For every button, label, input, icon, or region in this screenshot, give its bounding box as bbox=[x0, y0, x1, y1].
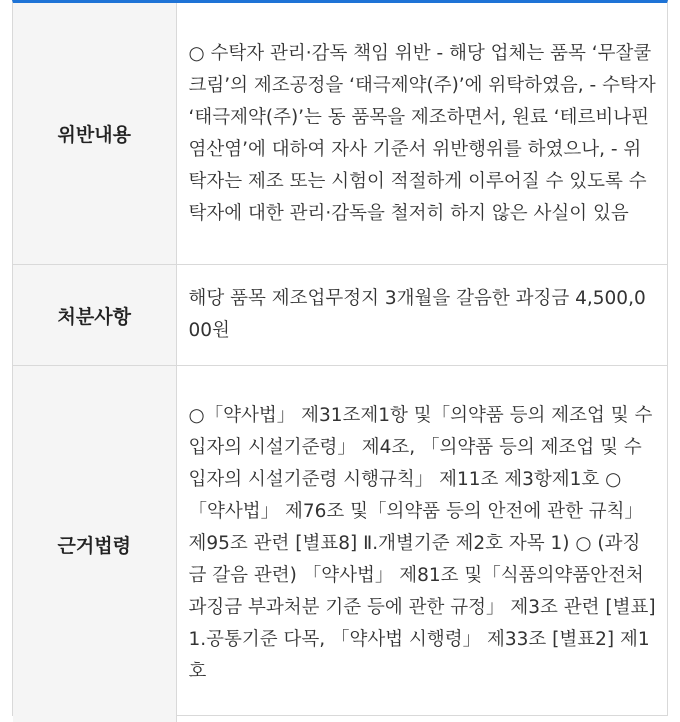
row-content-violation: ○ 수탁자 관리·감독 책임 위반 - 해당 업체는 품목 ‘무잘쿨크림’의 제조공정을 ‘태극제약(주)’에 위탁하였음, - 수탁자 ‘태극제약(주)’는 동 품목을 제조하면서, 원료 ‘테르비나핀염산염’에 대하여 자사 기준서 위반행위를 하였으나, - 위탁자는 제조 또는 시험이 적절하게 이루어질 수 있도록 수탁자에 대한 관리·감독을 철저히 하지 않은 사실이 있음 bbox=[176, 3, 667, 265]
table-row-disposition bbox=[13, 265, 667, 366]
row-content-legal-basis: ○「약사법」 제31조제1항 및「의약품 등의 제조업 및 수입자의 시설기준령」 제4조, 「의약품 등의 제조업 및 수입자의 시설기준령 시행규칙」 제11조 제3항제1호 ○「약사법」 제76조 및「의약품 등의 안전에 관한 규칙」 제95조 관련 [별표8] Ⅱ.개별기준 제2호 자목 1) ○ (과징금 갈음 관련) 「약사법」 제81조 및「식품의약품안전처 과징금 부과처분 기준 등에 관한 규정」 제3조 관련 [별표] 1.공통기준 다목, 「약사법 시행령」 제33조 [별표2] 제1호 bbox=[176, 366, 667, 722]
table-row-violation bbox=[13, 3, 667, 265]
table-row-legal-basis bbox=[13, 366, 667, 722]
disposition-table bbox=[13, 3, 667, 722]
row-header-violation: 위반내용 bbox=[13, 3, 176, 265]
row-content-disposition: 해당 품목 제조업무정지 3개월을 갈음한 과징금 4,500,000원 bbox=[176, 265, 667, 366]
row-header-disposition: 처분사항 bbox=[13, 265, 176, 366]
row-header-legal-basis: 근거법령 bbox=[13, 366, 176, 722]
disposition-table-frame bbox=[12, 0, 668, 716]
